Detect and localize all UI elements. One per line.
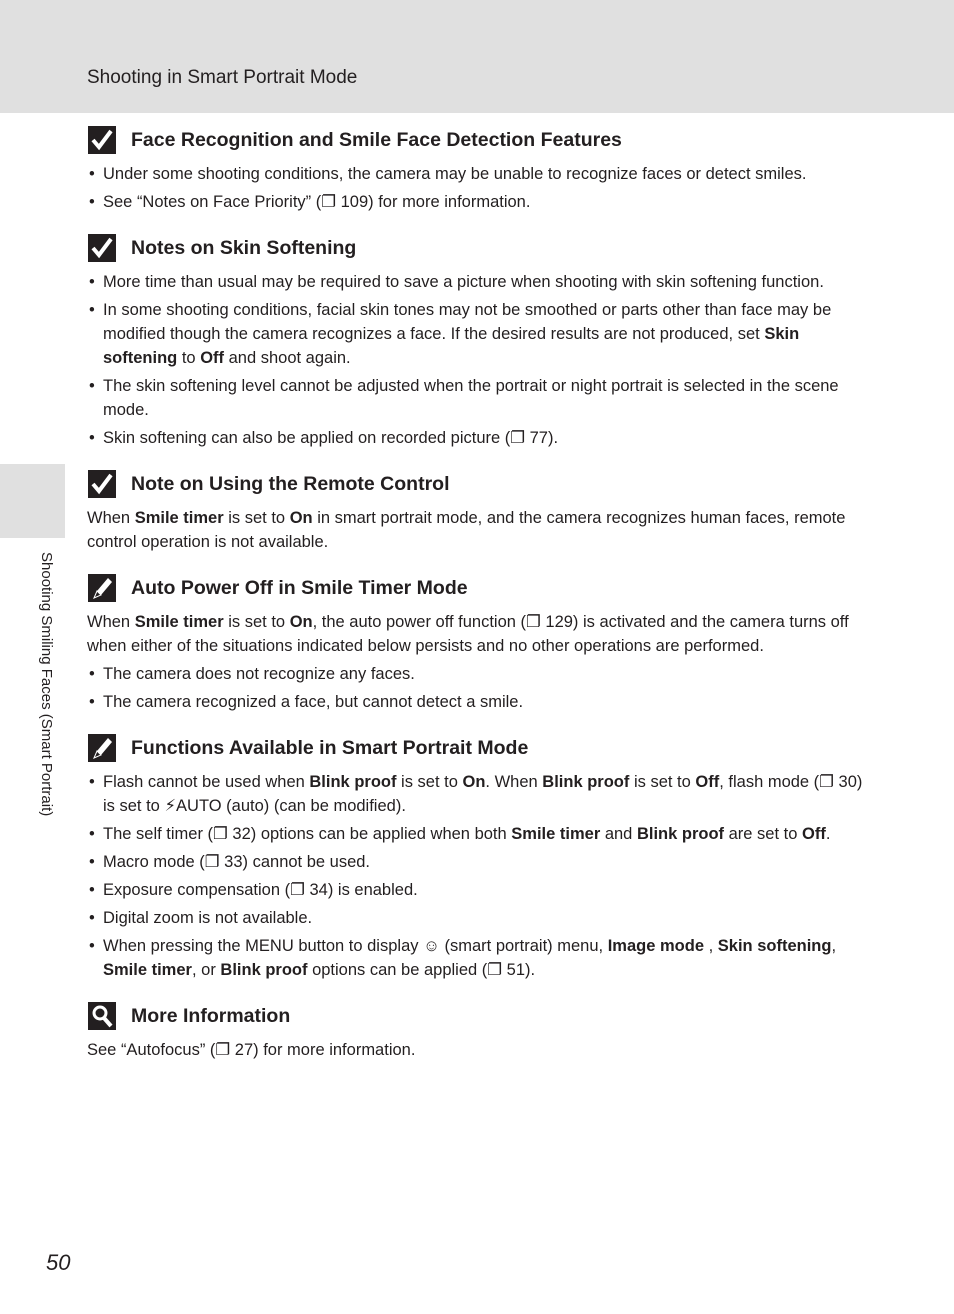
section-heading [87,228,867,268]
bullet-list [87,770,867,982]
page-number: 50 [46,1250,71,1275]
section-title: Auto Power Off in Smile Timer Mode [131,577,468,599]
list-item: • Flash cannot be used when Blink proof is set to On. When Blink proof is set to Off, flash mode (❐ 30) is set to ⚡AUTO (auto) (can be modified). [87,770,867,818]
list-item: • The camera does not recognize any faces. [87,662,867,686]
note-section [87,464,867,554]
list-item: • The camera recognized a face, but cannot detect a smile. [87,690,867,714]
list-item: • Under some shooting conditions, the camera may be unable to recognize faces or detect smiles. [87,162,867,186]
page-content [87,120,867,1076]
section-title: Functions Available in Smart Portrait Mode [131,737,529,759]
note-section [87,996,867,1062]
section-heading [87,728,867,768]
chapter-tab [0,464,65,538]
caution-check-icon [87,125,117,155]
section-heading [87,996,867,1036]
header-band [0,0,954,113]
list-item: • The skin softening level cannot be adjusted when the portrait or night portrait is selected in the scene mode. [87,374,867,422]
note-pencil-icon [87,733,117,763]
section-body: See “Autofocus” (❐ 27) for more information. [87,1041,416,1059]
chapter-side-label: Shooting Smiling Faces (Smart Portrait) [38,552,55,817]
section-heading [87,464,867,504]
list-item: • See “Notes on Face Priority” (❐ 109) for more information. [87,190,867,214]
list-item: • Macro mode (❐ 33) cannot be used. [87,850,867,874]
note-section [87,120,867,214]
list-item: • Digital zoom is not available. [87,906,867,930]
section-title: Notes on Skin Softening [131,237,357,259]
list-item: • In some shooting conditions, facial skin tones may not be smoothed or parts other than face may be modified though the camera recognizes a face. If the desired results are not produced, set Skin softening to Off and shoot again. [87,298,867,370]
list-item: • When pressing the MENU button to display ☺ (smart portrait) menu, Image mode , Skin softening, Smile timer, or Blink proof options can be applied (❐ 51). [87,934,867,982]
section-body: When Smile timer is set to On in smart portrait mode, and the camera recognizes human faces, remote control operation is not available. [87,509,846,551]
more-info-magnifier-icon [87,1001,117,1031]
bullet-list [87,662,867,714]
section-title: Note on Using the Remote Control [131,473,450,495]
section-title: Face Recognition and Smile Face Detection Features [131,129,622,151]
bullet-list [87,270,867,450]
note-section [87,728,867,982]
note-section [87,228,867,450]
section-heading [87,568,867,608]
note-pencil-icon [87,573,117,603]
page-header-title: Shooting in Smart Portrait Mode [87,67,358,88]
bullet-list [87,162,867,214]
list-item: • Exposure compensation (❐ 34) is enabled. [87,878,867,902]
section-heading [87,120,867,160]
caution-check-icon [87,233,117,263]
list-item: • More time than usual may be required to save a picture when shooting with skin softening function. [87,270,867,294]
section-title: More Information [131,1005,291,1027]
list-item: • Skin softening can also be applied on recorded picture (❐ 77). [87,426,867,450]
section-body: When Smile timer is set to On, the auto power off function (❐ 129) is activated and the camera turns off when either of the situations indicated below persists and no other operations are performed. [87,613,849,655]
note-section [87,568,867,714]
caution-check-icon [87,469,117,499]
list-item: • The self timer (❐ 32) options can be applied when both Smile timer and Blink proof are set to Off. [87,822,867,846]
